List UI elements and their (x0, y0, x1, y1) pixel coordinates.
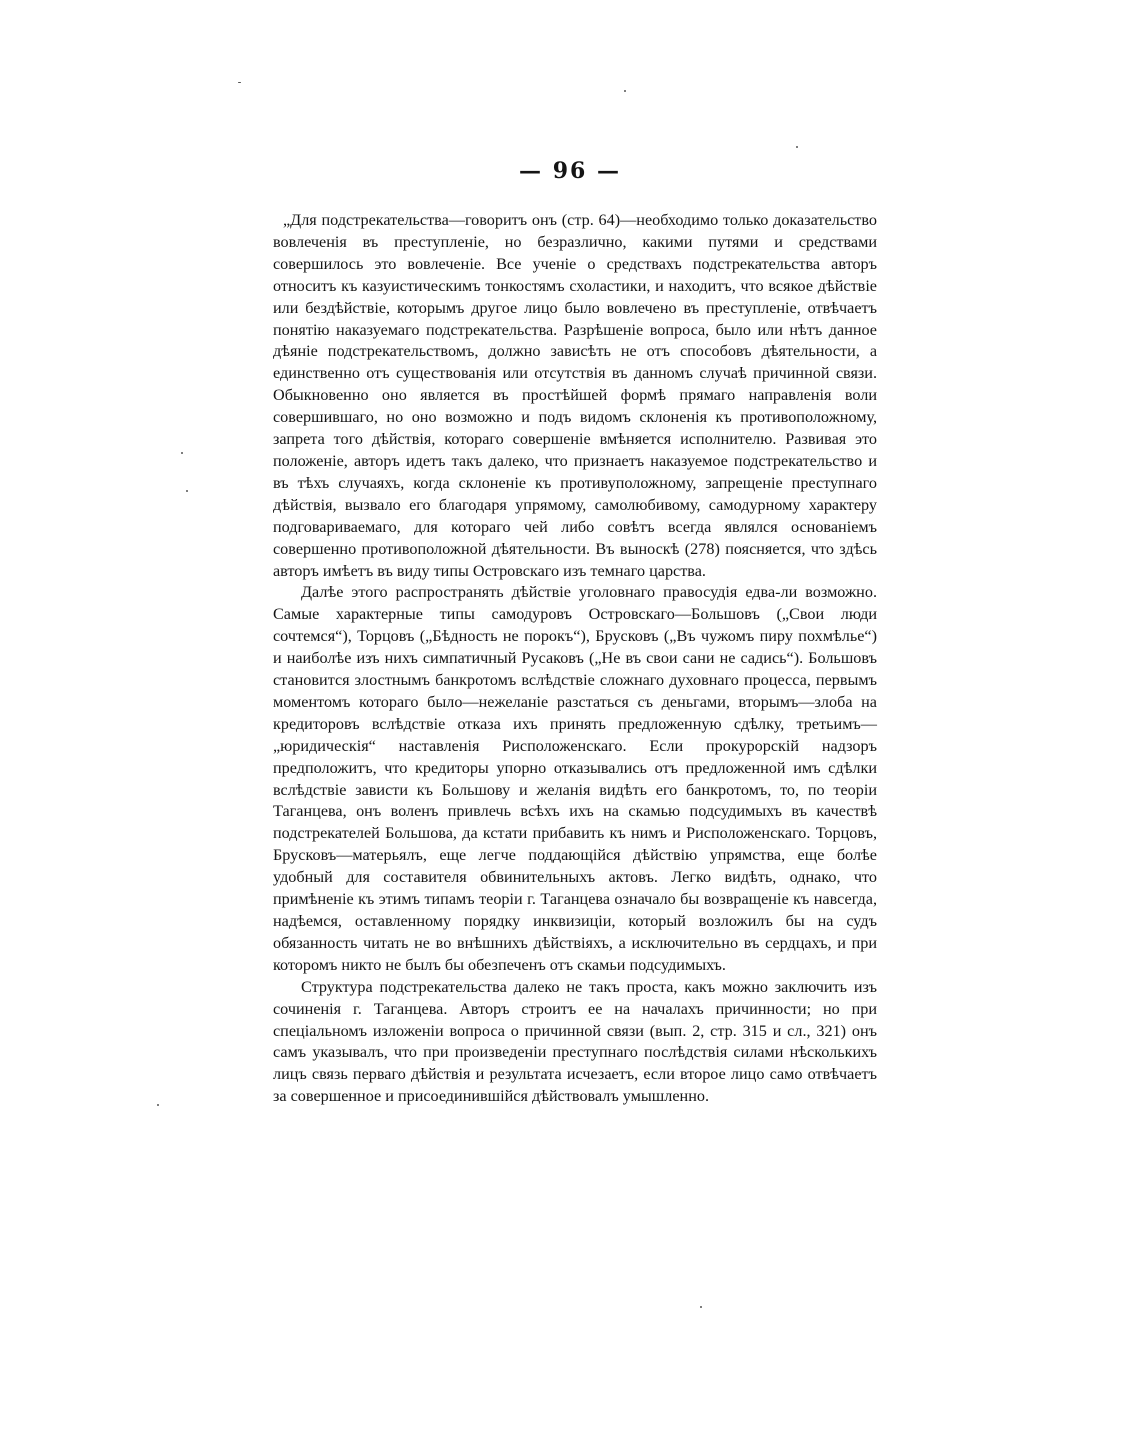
scan-speck (186, 490, 188, 492)
scan-speck (157, 1104, 159, 1106)
scan-speck (796, 146, 798, 148)
page-number: — 96 — (519, 158, 621, 184)
paragraph-1: „Для подстрекательства—говоритъ онъ (стр. 64)—необходимо только доказательство вовлеченія въ преступленіе, но безразлично, какими путями и средствами совершилось это вовлеченіе. Все ученіе о средствахъ подстрекательства авторъ относитъ къ казуистическимъ тонкостямъ схоластики, и находитъ, что всякое дѣйствіе или бездѣйствіе, которымъ другое лицо было вовлечено въ преступленіе, отвѣчаетъ понятію наказуемаго подстрекательства. Разрѣшеніе вопроса, было или нѣтъ данное дѣяніе подстрекательствомъ, должно зависѣть не отъ способовъ дѣятельности, а единственно отъ существованія или отсутствія въ данномъ случаѣ причинной связи. Обыкновенно оно является въ простѣйшей формѣ прямаго направленія воли совершившаго, но оно возможно и подъ видомъ склоненія къ противоположному, запрета того дѣйствія, котораго совершеніе вмѣняется исполнителю. Развивая это положеніе, авторъ идетъ такъ далеко, что признаетъ наказуемое подстрекательство и въ тѣхъ случаяхъ, когда склоненіе къ противуположному, запрещеніе преступнаго дѣйствія, вызвало его благодаря упрямому, самолюбивому, самодурному характеру подговариваемаго, для котораго чей либо совѣтъ всегда являлся основаніемъ совершенно противоположной дѣятельности. Въ выноскѣ (278) поясняется, что здѣсь авторъ имѣетъ въ виду типы Островскаго изъ темнаго царства. (273, 211, 877, 580)
scan-speck (624, 90, 626, 92)
paragraph-2: Далѣе этого распространять дѣйствіе уголовнаго правосудія едва-ли возможно. Самые характерные типы самодуровъ Островскаго—Большовъ („Свои люди сочтемся“), Торцовъ („Бѣдность не порокъ“), Брусковъ („Въ чужомъ пиру похмѣлье“) и наиболѣе изъ нихъ симпатичный Русаковъ („Не въ свои сани не садись“). Большовъ становится злостнымъ банкротомъ вслѣдствіе сложнаго духовнаго процесса, первымъ моментомъ котораго было—нежеланіе разстаться съ деньгами, вторымъ—злоба на кредиторовъ вслѣдствіе отказа ихъ принять предложенную сдѣлку, третьимъ—„юридическія“ наставленія Рисположенскаго. Если прокурорскій надзоръ предположитъ, что кредиторы упорно отказывались отъ предложенной имъ сдѣлки вслѣдствіе зависти къ Большову и желанія видѣть его банкротомъ, то, по теоріи Таганцева, онъ воленъ привлечь всѣхъ ихъ на скамью подсудимыхъ въ качествѣ подстрекателей Большова, да кстати прибавить къ нимъ и Рисположенскаго. Торцовъ, Брусковъ—матерьялъ, еще легче поддающійся дѣйствію упрямства, еще болѣе удобный для составителя обвинительныхъ актовъ. Легко видѣть, однако, что примѣненіе къ этимъ типамъ теоріи г. Таганцева означало бы возвращеніе къ навсегда, надѣемся, оставленному порядку инквизиціи, который возложилъ бы на судъ обязанность читать не во внѣшнихъ дѣйствіяхъ, а исключительно въ сердцахъ, и при которомъ никто не былъ бы обезпеченъ отъ скамьи подсудимыхъ. (273, 583, 877, 974)
body-text (273, 210, 877, 1108)
scan-speck (238, 82, 241, 83)
paragraph-3: Структура подстрекательства далеко не такъ проста, какъ можно заключить изъ сочиненія г. Таганцева. Авторъ строитъ ее на началахъ причинности; но при спеціальномъ изложеніи вопроса о причинной связи (вып. 2, стр. 315 и сл., 321) онъ самъ указывалъ, что при произведеніи преступнаго послѣдствія силами нѣсколькихъ лицъ связь перваго дѣйствія и результата исчезаетъ, если второе лицо само отвѣчаетъ за совершенное и присоединившійся дѣйствовалъ умышленно. (273, 977, 877, 1106)
scan-speck (181, 452, 183, 454)
scan-speck (700, 1306, 702, 1308)
